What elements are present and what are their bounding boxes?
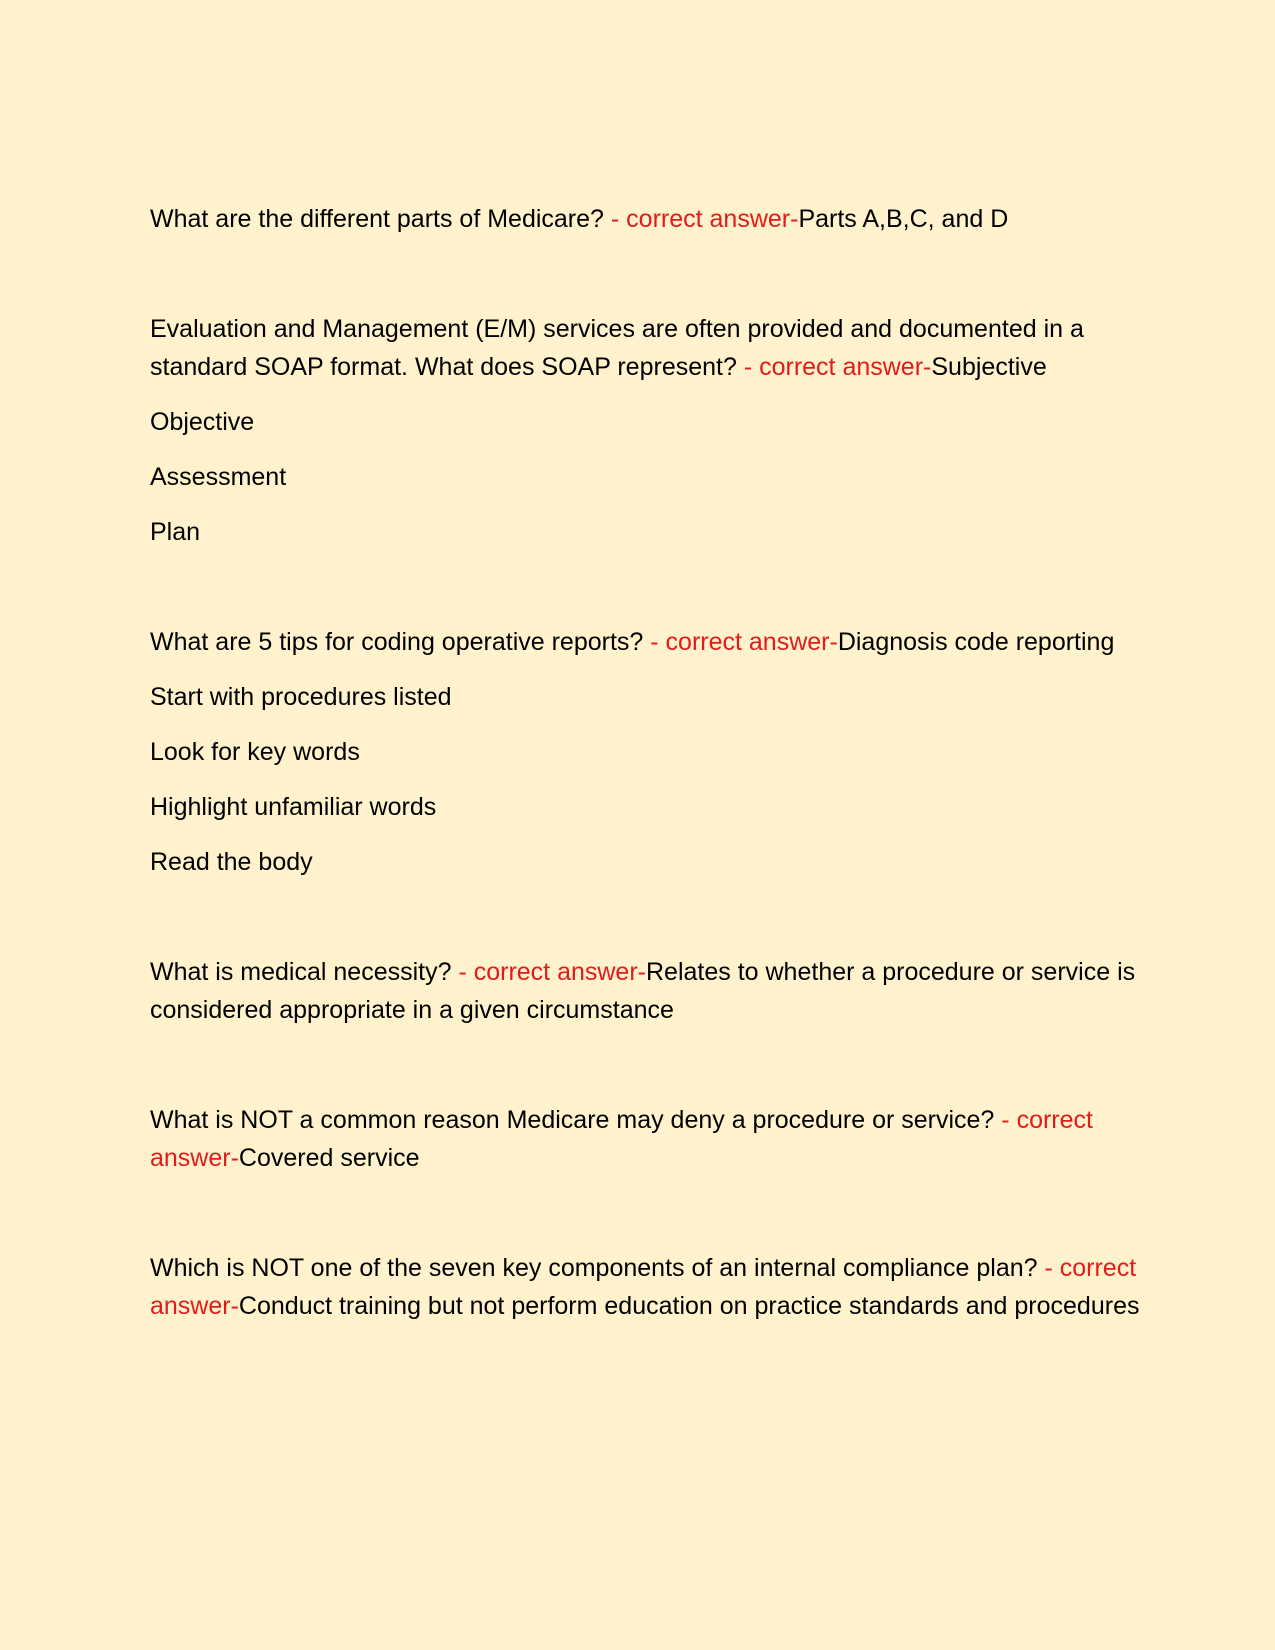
answer-marker: - correct answer- bbox=[743, 353, 932, 381]
answer-extra-line: Read the body bbox=[150, 848, 313, 876]
answer-marker: - correct answer- bbox=[150, 1254, 1137, 1320]
answer-extra-line: Objective bbox=[150, 408, 255, 436]
qa-item-medicare-parts bbox=[150, 200, 1140, 238]
qa-item-soap bbox=[150, 310, 1140, 551]
question-text: What is NOT a common reason Medicare may deny a procedure or service? bbox=[150, 1106, 1002, 1134]
answer-text: Diagnosis code reporting bbox=[837, 628, 1115, 656]
answer-extra-line: Assessment bbox=[150, 463, 287, 491]
answer-extra-line: Highlight unfamiliar words bbox=[150, 793, 437, 821]
qa-item-operative-reports bbox=[150, 623, 1140, 881]
answer-text: Relates to whether a procedure or service is considered appropriate in a given circumstance bbox=[150, 958, 1136, 1024]
document-page bbox=[150, 200, 1140, 1325]
answer-extra-line: Plan bbox=[150, 518, 201, 546]
answer-text: Covered service bbox=[238, 1144, 420, 1172]
answer-extra-line: Look for key words bbox=[150, 738, 360, 766]
answer-marker: - correct answer- bbox=[150, 1106, 1093, 1172]
answer-text: Subjective bbox=[931, 353, 1047, 381]
qa-line bbox=[150, 953, 1140, 1029]
question-text: What are the different parts of Medicare? bbox=[150, 205, 611, 233]
answer-extra-line: Start with procedures listed bbox=[150, 683, 452, 711]
qa-item-compliance-plan bbox=[150, 1249, 1140, 1325]
qa-line bbox=[150, 200, 1140, 238]
qa-line bbox=[150, 310, 1140, 386]
answer-marker: - correct answer- bbox=[610, 205, 799, 233]
question-text: Which is NOT one of the seven key components of an internal compliance plan? bbox=[150, 1254, 1045, 1282]
question-text: What is medical necessity? bbox=[150, 958, 459, 986]
answer-text: Conduct training but not perform education on practice standards and procedures bbox=[238, 1292, 1140, 1320]
qa-line bbox=[150, 1249, 1140, 1325]
qa-line bbox=[150, 623, 1140, 661]
answer-marker: - correct answer- bbox=[650, 628, 838, 656]
qa-item-medicare-deny bbox=[150, 1101, 1140, 1177]
question-text: What are 5 tips for coding operative reports? bbox=[150, 628, 651, 656]
qa-line bbox=[150, 1101, 1140, 1177]
question-text: Evaluation and Management (E/M) services are often provided and documented in a standard SOAP format. What does SOAP represent? bbox=[150, 315, 1084, 381]
qa-item-medical-necessity bbox=[150, 953, 1140, 1029]
answer-text: Parts A,B,C, and D bbox=[798, 205, 1009, 233]
answer-marker: - correct answer- bbox=[458, 958, 646, 986]
